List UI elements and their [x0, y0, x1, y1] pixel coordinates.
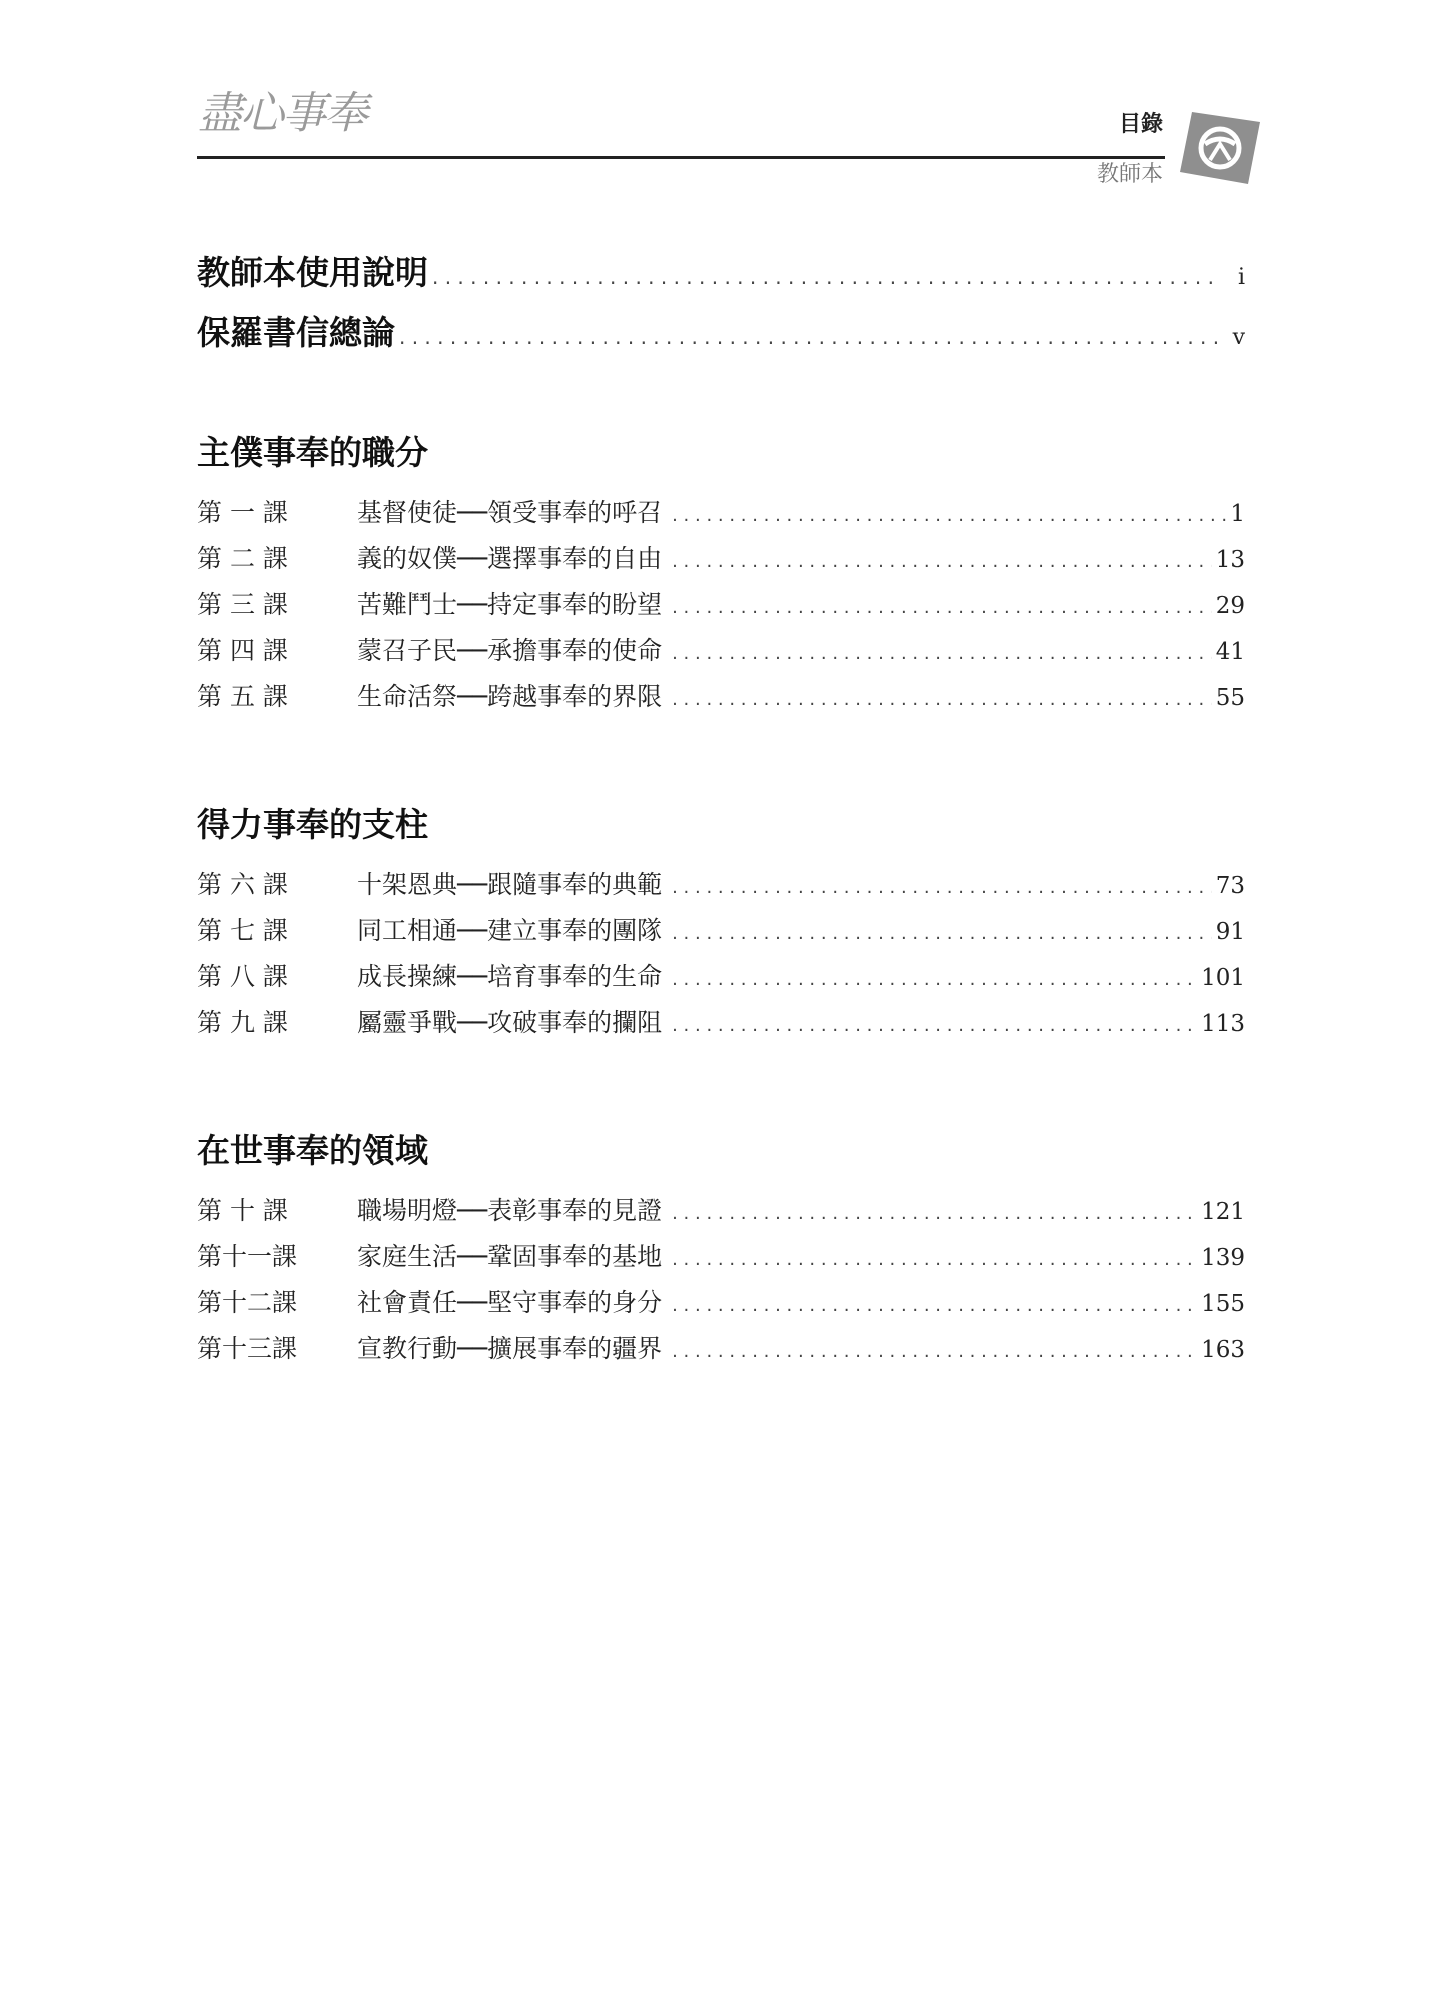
dot-leader	[432, 265, 1221, 289]
lesson-number: 第 五 課	[197, 682, 288, 711]
lesson-page: 29	[1215, 593, 1245, 619]
lesson-number: 第 七 課	[197, 916, 288, 945]
lesson-page: 1	[1230, 501, 1245, 527]
toc-lesson-9[interactable]	[197, 1010, 1245, 1036]
entry-title: 保羅書信總論	[197, 313, 395, 352]
lesson-title: 家庭生活──鞏固事奉的基地	[357, 1242, 663, 1271]
toc-lesson-1[interactable]	[197, 500, 1245, 526]
dot-leader	[672, 1343, 1197, 1361]
toc-lesson-10[interactable]	[197, 1198, 1245, 1224]
lesson-number: 第 九 課	[197, 1008, 288, 1037]
toc-lesson-13[interactable]	[197, 1336, 1245, 1362]
entry-title: 教師本使用說明	[197, 253, 428, 292]
toc-entry-teacher-guide[interactable]	[197, 253, 1245, 292]
dot-leader	[672, 925, 1212, 943]
lesson-number: 第 四 課	[197, 636, 288, 665]
dot-leader	[672, 1297, 1197, 1315]
section-heading-2: 得力事奉的支柱	[197, 805, 428, 844]
lesson-number: 第十一課	[197, 1242, 298, 1271]
toc-lesson-6[interactable]	[197, 872, 1245, 898]
lesson-number: 第 三 課	[197, 590, 288, 619]
lesson-title: 宣教行動──擴展事奉的疆界	[357, 1334, 663, 1363]
lesson-title: 蒙召子民──承擔事奉的使命	[357, 636, 663, 665]
dot-leader	[672, 507, 1226, 525]
section-label: 目錄	[1118, 112, 1163, 137]
toc-lesson-8[interactable]	[197, 964, 1245, 990]
dot-leader	[672, 1205, 1197, 1223]
edition-label: 教師本	[1096, 162, 1163, 187]
toc-entry-pauline-intro[interactable]	[197, 313, 1245, 352]
lesson-title: 十架恩典──跟隨事奉的典範	[357, 870, 663, 899]
dot-leader	[672, 971, 1197, 989]
toc-lesson-3[interactable]	[197, 592, 1245, 618]
entry-page: v	[1232, 325, 1245, 350]
lesson-page: 91	[1215, 919, 1245, 945]
lesson-number: 第 六 課	[197, 870, 288, 899]
lesson-page: 101	[1201, 965, 1245, 991]
lesson-page: 113	[1201, 1011, 1245, 1037]
section-heading-1: 主僕事奉的職分	[197, 433, 428, 472]
toc-lesson-11[interactable]	[197, 1244, 1245, 1270]
section-heading-3: 在世事奉的領域	[197, 1131, 428, 1170]
lesson-page: 139	[1201, 1245, 1245, 1271]
dot-leader	[672, 1017, 1197, 1035]
lesson-title: 義的奴僕──選擇事奉的自由	[357, 544, 663, 573]
lesson-title: 屬靈爭戰──攻破事奉的攔阻	[357, 1008, 663, 1037]
lesson-page: 155	[1201, 1291, 1245, 1317]
header-rule	[197, 156, 1165, 159]
lesson-page: 13	[1215, 547, 1245, 573]
book-logo: 盡心事奉	[198, 88, 366, 139]
toc-lesson-2[interactable]	[197, 546, 1245, 572]
dot-leader	[672, 691, 1212, 709]
lesson-title: 基督使徒──領受事奉的呼召	[357, 498, 663, 527]
entry-page: i	[1237, 265, 1245, 290]
toc-lesson-12[interactable]	[197, 1290, 1245, 1316]
lesson-title: 同工相通──建立事奉的團隊	[357, 916, 663, 945]
lesson-number: 第 八 課	[197, 962, 288, 991]
lesson-page: 73	[1215, 873, 1245, 899]
toc-lesson-4[interactable]	[197, 638, 1245, 664]
emblem-icon	[1178, 108, 1262, 186]
dot-leader	[672, 879, 1212, 897]
toc-lesson-7[interactable]	[197, 918, 1245, 944]
lesson-number: 第 二 課	[197, 544, 288, 573]
lesson-number: 第 一 課	[197, 498, 288, 527]
toc-lesson-5[interactable]	[197, 684, 1245, 710]
dot-leader	[399, 325, 1221, 349]
lesson-number: 第十三課	[197, 1334, 298, 1363]
dot-leader	[672, 1251, 1197, 1269]
lesson-title: 生命活祭──跨越事奉的界限	[357, 682, 663, 711]
lesson-page: 41	[1215, 639, 1245, 665]
lesson-page: 55	[1215, 685, 1245, 711]
lesson-title: 社會責任──堅守事奉的身分	[357, 1288, 663, 1317]
lesson-title: 職場明燈──表彰事奉的見證	[357, 1196, 663, 1225]
lesson-number: 第 十 課	[197, 1196, 288, 1225]
lesson-page: 121	[1201, 1199, 1245, 1225]
lesson-number: 第十二課	[197, 1288, 298, 1317]
lesson-page: 163	[1201, 1337, 1245, 1363]
dot-leader	[672, 553, 1212, 571]
lesson-title: 苦難鬥士──持定事奉的盼望	[357, 590, 663, 619]
dot-leader	[672, 645, 1212, 663]
dot-leader	[672, 599, 1212, 617]
lesson-title: 成長操練──培育事奉的生命	[357, 962, 663, 991]
